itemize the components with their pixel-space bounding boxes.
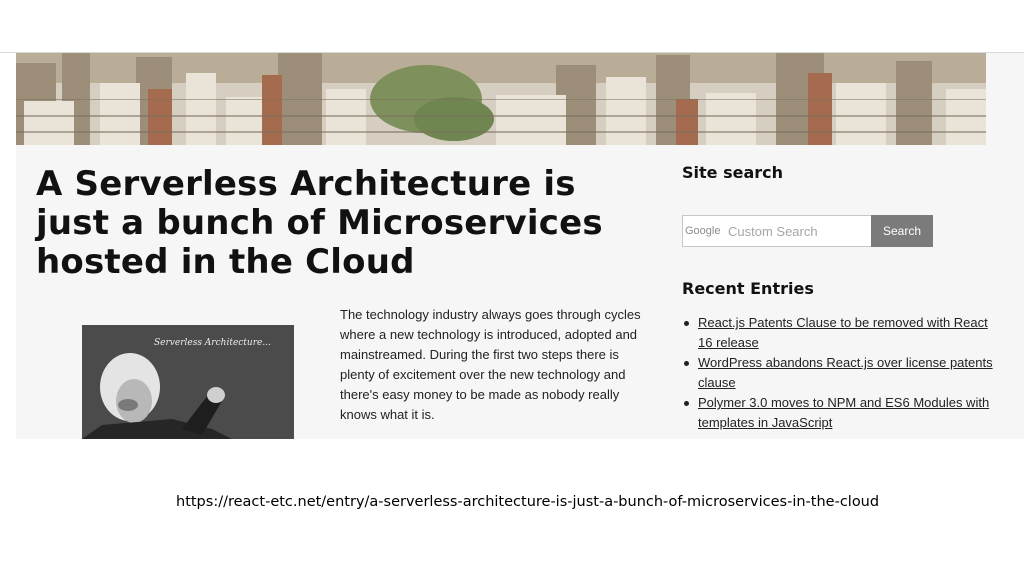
source-url: https://react-etc.net/entry/a-serverless-architecture-is-just-a-bunch-of-microservices-in-the-cloud <box>176 494 880 510</box>
list-item <box>682 393 1002 433</box>
search-button[interactable]: Search <box>871 215 933 247</box>
webpage-screenshot <box>16 53 1024 439</box>
site-search-heading: Site search <box>682 163 784 182</box>
article-intro: The technology industry always goes through cycles where a new technology is introduced, adopted and mainstreamed. During the first two steps there is plenty of excitement over the new technology and there's easy money to be made as nobody really knows what it is. <box>340 307 641 422</box>
einstein-chalkboard-image <box>82 325 294 439</box>
list-item <box>682 353 1002 393</box>
recent-entry-link[interactable]: WordPress abandons React.js over license patents clause <box>698 355 993 390</box>
chalk-caption: Serverless Architecture... <box>154 338 271 348</box>
search-input[interactable] <box>682 215 872 247</box>
site-search-form <box>682 215 934 247</box>
recent-entry-link[interactable]: React.js Patents Clause to be removed with React 16 release <box>698 315 988 350</box>
recent-entries-heading: Recent Entries <box>682 279 814 298</box>
city-banner-image <box>16 53 986 145</box>
recent-entries-list <box>682 313 1002 439</box>
article-title: A Serverless Architecture is just a bunch of Microservices hosted in the Cloud <box>36 164 603 282</box>
recent-entry-link[interactable]: Polymer 3.0 moves to NPM and ES6 Modules with templates in JavaScript <box>698 395 990 430</box>
list-item <box>682 313 1002 353</box>
search-placeholder: Custom Search <box>728 224 818 239</box>
google-logo: Google <box>685 225 721 237</box>
